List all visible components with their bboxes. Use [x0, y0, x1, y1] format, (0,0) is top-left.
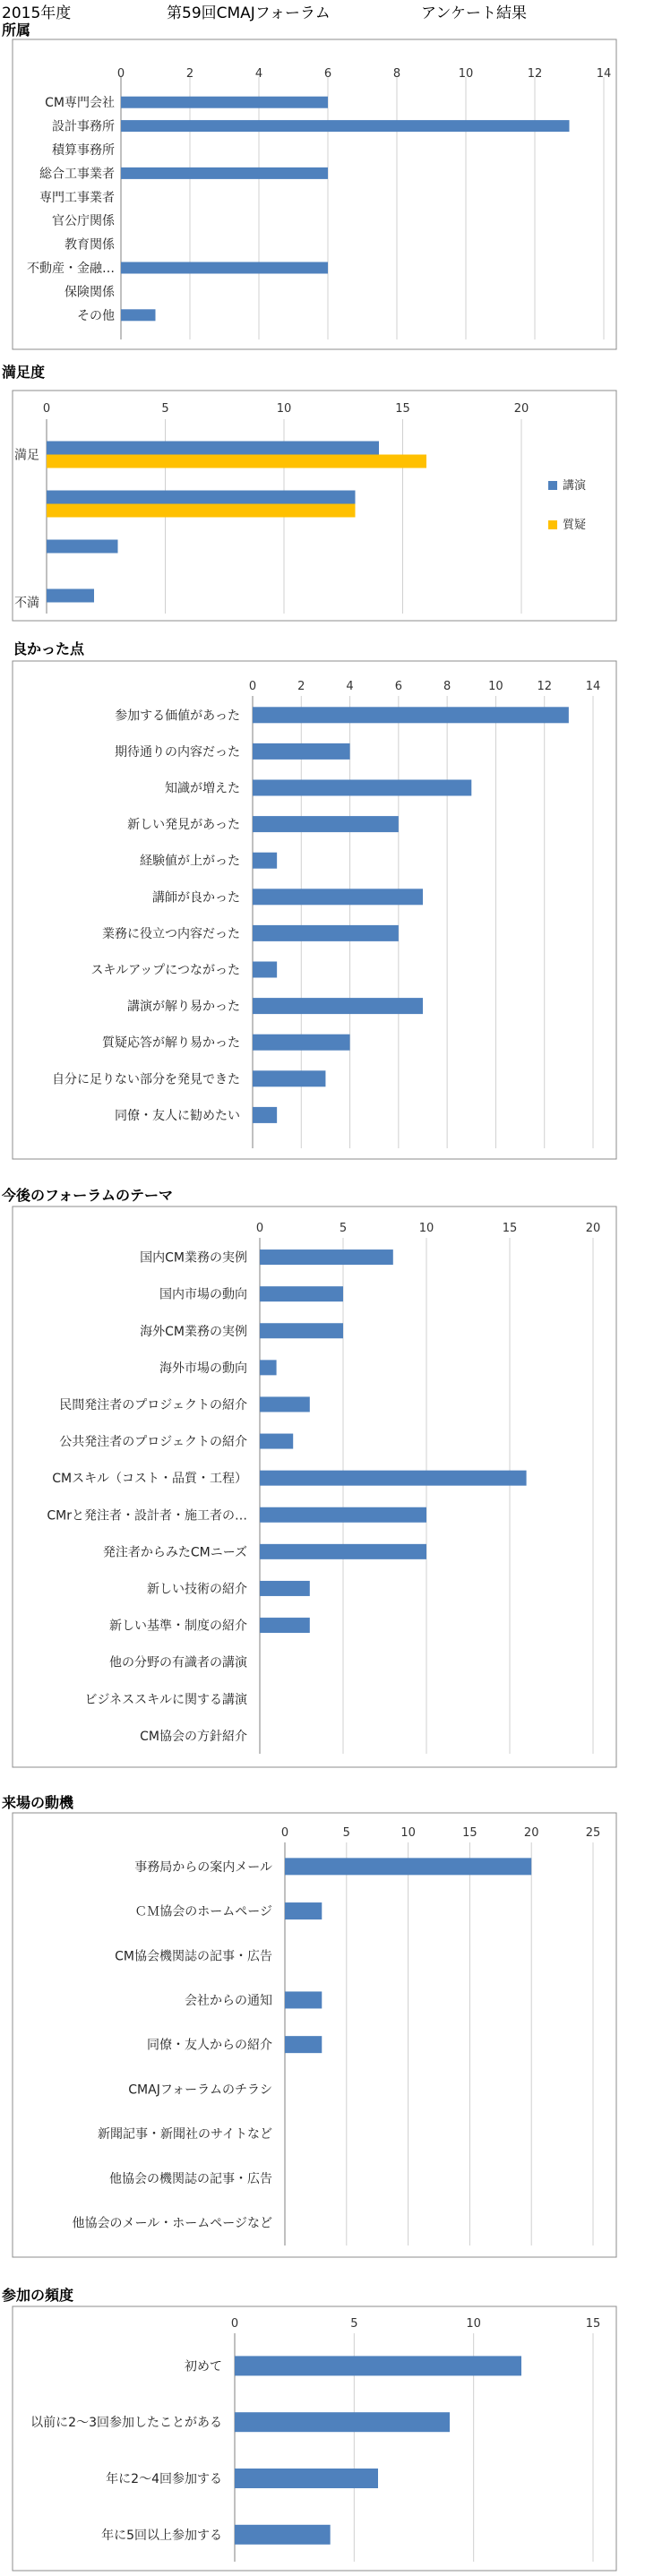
tick-label: 0 — [255, 1222, 264, 1235]
tick-label: 5 — [342, 1826, 350, 1840]
bar — [235, 2412, 450, 2432]
category-label: 業務に役立つ内容だった — [102, 926, 240, 941]
category-label: 質疑応答が解り易かった — [102, 1035, 240, 1051]
category-label: 期待通りの内容だった — [115, 744, 240, 760]
section-title-frequency: 参加の頻度 — [2, 2287, 74, 2304]
section-title-motivation: 来場の動機 — [2, 1794, 74, 1811]
category-label: 新聞記事・新聞社のサイトなど — [97, 2127, 272, 2142]
category-label: 講師が良かった — [152, 890, 240, 906]
category-label: 積算事務所 — [52, 143, 115, 158]
category-label: 設計事務所 — [52, 119, 115, 134]
category-label: 新しい技術の紹介 — [147, 1582, 247, 1597]
tick-label: 15 — [585, 2317, 601, 2331]
category-label: 自分に足りない部分を発見できた — [52, 1072, 240, 1087]
category-label: 新しい基準・制度の紹介 — [109, 1619, 247, 1634]
category-label: 満足 — [14, 448, 39, 463]
tick-label: 20 — [585, 1222, 601, 1235]
category-label: 会社からの通知 — [185, 1993, 272, 2008]
category-label: 以前に2～3回参加したことがある — [30, 2416, 222, 2431]
tick-label: 12 — [537, 680, 552, 693]
category-label: CM協会の方針紹介 — [140, 1729, 247, 1744]
tick-label: 0 — [116, 67, 125, 81]
tick-label: 10 — [400, 1826, 416, 1840]
report-title: 第59回CMAJフォーラム — [167, 4, 331, 22]
tick-label: 0 — [248, 680, 257, 693]
tick-label: 25 — [585, 1826, 601, 1840]
report-subtitle: アンケート結果 — [421, 4, 527, 22]
bar — [235, 2356, 521, 2375]
category-label: CMrと発注者・設計者・施工者の… — [47, 1508, 247, 1524]
category-label: 経験値が上がった — [140, 854, 240, 869]
category-label: 年に5回以上参加する — [101, 2528, 222, 2543]
category-label: 講演が解り易かった — [127, 1000, 240, 1015]
category-label: 総合工事業者 — [39, 167, 115, 182]
category-label: CMスキル（コスト・品質・工程） — [52, 1472, 247, 1487]
category-label: 公共発注者のプロジェクトの紹介 — [59, 1435, 247, 1450]
tick-label: 5 — [161, 402, 169, 416]
tick-label: 15 — [502, 1222, 518, 1235]
category-label: 民間発注者のプロジェクトの紹介 — [59, 1397, 247, 1413]
category-label: 事務局からの案内メール — [134, 1859, 272, 1875]
tick-label: 5 — [339, 1222, 348, 1235]
category-label: ＣＭ協会のホームページ — [134, 1904, 272, 1919]
category-label: 国内CM業務の実例 — [140, 1250, 247, 1266]
category-label: 専門工事業者 — [39, 190, 115, 205]
category-label: 初めて — [185, 2359, 222, 2374]
category-label: 他協会のメール・ホームページなど — [72, 2216, 272, 2231]
tick-label: 15 — [462, 1826, 477, 1840]
category-label: 海外CM業務の実例 — [140, 1324, 247, 1339]
tick-label: 0 — [42, 402, 51, 416]
category-label: 同僚・友人に勧めたい — [115, 1108, 240, 1123]
legend-label: 質疑 — [563, 519, 587, 532]
section-title-affiliation: 所属 — [2, 21, 31, 39]
category-label: 保険関係 — [64, 285, 115, 300]
category-label: 国内市場の動向 — [159, 1287, 247, 1302]
category-label: 発注者からみたCMニーズ — [102, 1545, 247, 1560]
report-year: 2015年度 — [2, 4, 72, 22]
tick-label: 6 — [394, 680, 402, 693]
tick-label: 10 — [458, 67, 474, 81]
tick-label: 12 — [527, 67, 543, 81]
legend-label: 講演 — [563, 479, 587, 493]
tick-label: 4 — [254, 67, 263, 81]
category-label: 不動産・金融… — [27, 262, 115, 276]
section-title-satisfaction: 満足度 — [2, 364, 46, 381]
tick-label: 20 — [523, 1826, 539, 1840]
category-label: 他の分野の有識者の講演 — [109, 1655, 247, 1670]
category-label: 年に2～4回参加する — [106, 2472, 222, 2486]
tick-label: 14 — [585, 680, 601, 693]
category-label: 不満 — [14, 596, 39, 611]
category-label: 新しい発見があった — [127, 818, 240, 833]
category-label: 他協会の機関誌の記事・広告 — [109, 2171, 272, 2186]
tick-label: 2 — [297, 680, 305, 693]
category-label: CM専門会社 — [45, 96, 115, 111]
tick-label: 20 — [513, 402, 529, 416]
category-label: 参加する価値があった — [115, 708, 240, 724]
category-label: スキルアップにつながった — [90, 963, 240, 978]
category-label: CM協会機関誌の記事・広告 — [115, 1949, 272, 1964]
bar — [235, 2525, 331, 2545]
tick-label: 8 — [443, 680, 452, 693]
bar — [235, 2469, 378, 2488]
category-label: ビジネススキルに関する講演 — [84, 1692, 247, 1707]
tick-label: 10 — [466, 2317, 481, 2331]
category-label: 知識が増えた — [165, 781, 240, 796]
category-label: 官公庁関係 — [52, 214, 115, 229]
section-title-future-themes: 今後のフォーラムのテーマ — [2, 1187, 174, 1204]
tick-label: 0 — [280, 1826, 289, 1840]
category-label: 教育関係 — [64, 237, 115, 253]
tick-label: 10 — [488, 680, 503, 693]
category-label: その他 — [77, 308, 115, 323]
tick-label: 10 — [276, 402, 292, 416]
section-title-good-points: 良かった点 — [13, 640, 85, 657]
tick-label: 6 — [323, 67, 332, 81]
tick-label: 8 — [392, 67, 401, 81]
category-label: 海外市場の動向 — [159, 1361, 247, 1376]
category-label: 同僚・友人からの紹介 — [147, 2038, 272, 2053]
category-label: CMAJフォーラムのチラシ — [128, 2082, 272, 2098]
tick-label: 0 — [230, 2317, 239, 2331]
tick-label: 15 — [395, 402, 410, 416]
tick-label: 2 — [185, 67, 194, 81]
tick-label: 14 — [596, 67, 612, 81]
tick-label: 5 — [350, 2317, 358, 2331]
tick-label: 4 — [346, 680, 354, 693]
tick-label: 10 — [418, 1222, 434, 1235]
